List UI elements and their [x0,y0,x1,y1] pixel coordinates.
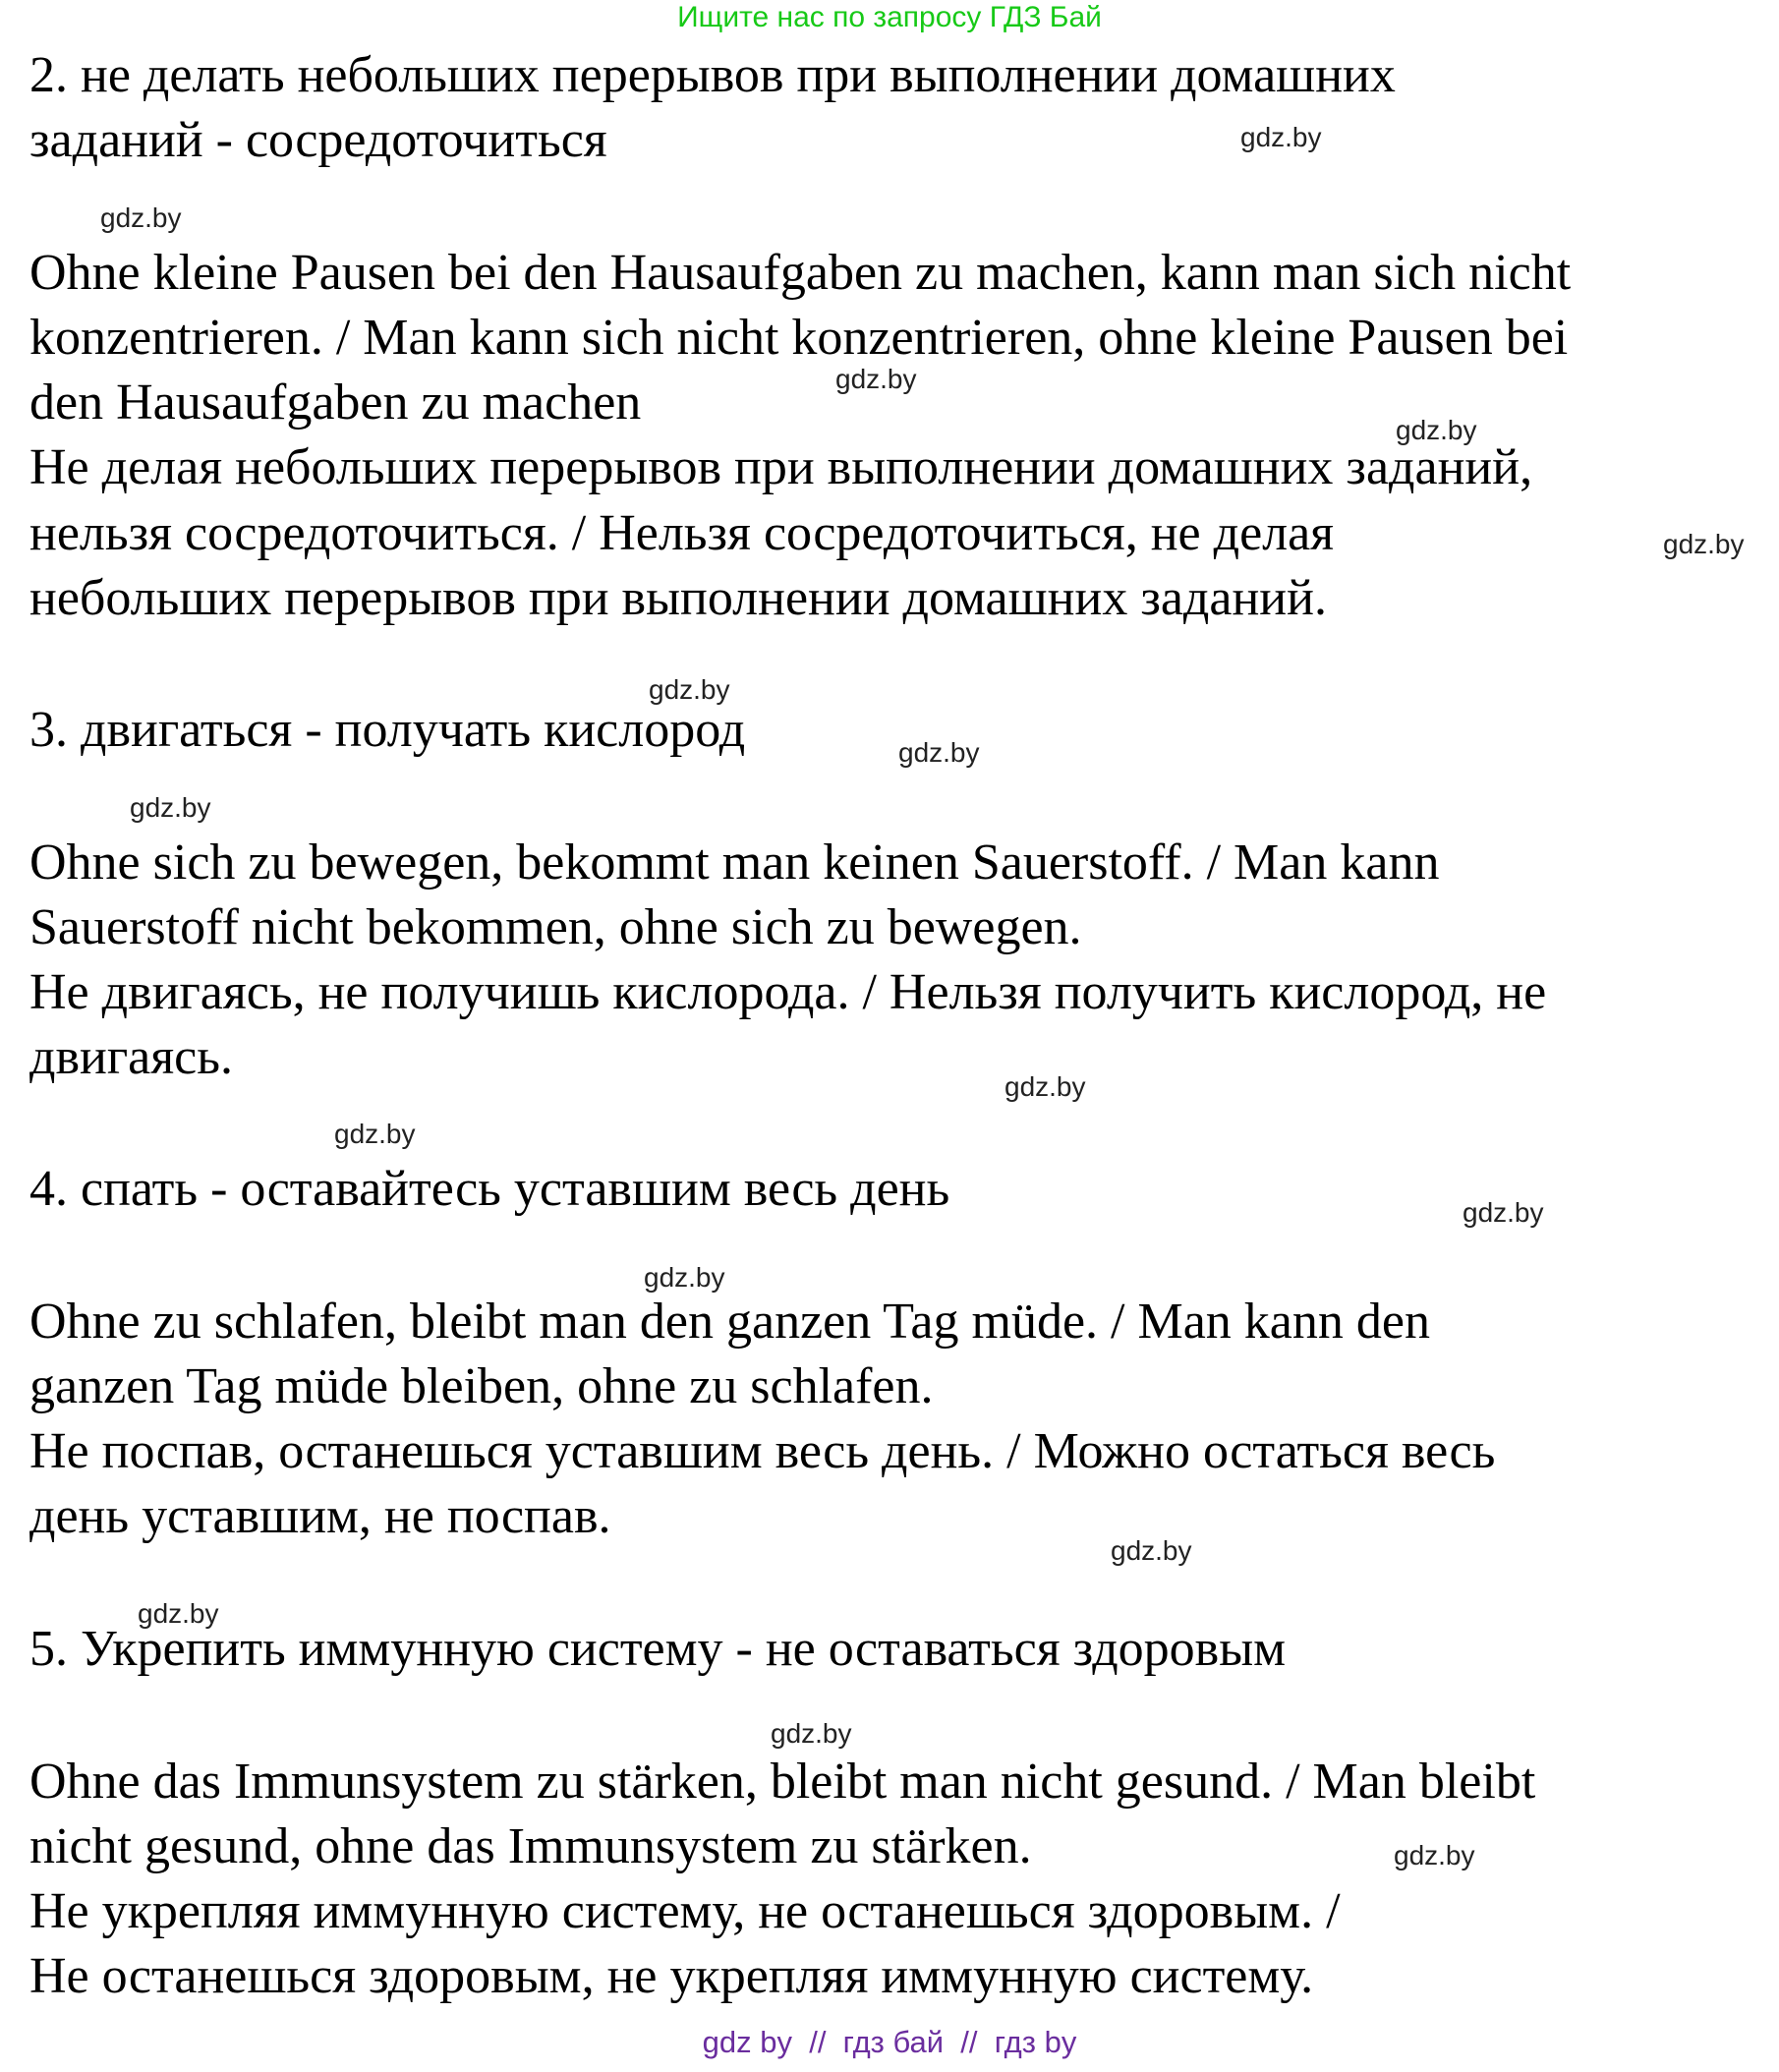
task-3-german-line: Sauerstoff nicht bekommen, ohne sich zu bewegen. [29,899,1082,955]
task-3-russian-line: двигаясь. [29,1029,233,1085]
watermark: gdz.by [130,792,211,823]
watermark: gdz.by [138,1598,219,1629]
task-4-german-line: Ohne zu schlafen, bleibt man den ganzen Tag müde. / Man kann den [29,1294,1430,1350]
task-2-russian-line: небольших перерывов при выполнении домашних заданий. [29,570,1327,626]
task-3-russian-line: Не двигаясь, не получишь кислорода. / Нельзя получить кислород, не [29,964,1547,1020]
task-3-title: 3. двигаться - получать кислород [29,702,746,758]
task-5-russian-line: Не останешься здоровым, не укрепляя иммунную систему. [29,1948,1314,2004]
task-4-title: 4. спать - оставайтесь уставшим весь день [29,1161,950,1217]
task-5-title: 5. Укрепить иммунную систему - не оставаться здоровым [29,1621,1287,1677]
task-5-german-line: Ohne das Immunsystem zu stärken, bleibt man nicht gesund. / Man bleibt [29,1754,1536,1810]
task-2-title: 2. не делать небольших перерывов при выполнении домашних [29,47,1396,103]
watermark: gdz.by [1396,415,1477,445]
task-5-russian-line: Не укрепляя иммунную систему, не останешься здоровым. / [29,1883,1341,1939]
watermark: gdz.by [771,1718,852,1749]
header-banner: Ищите нас по запросу ГДЗ Бай [677,1,1102,33]
task-2-german-line: den Hausaufgaben zu machen [29,374,642,431]
watermark: gdz.by [100,202,182,233]
watermark: gdz.by [1240,122,1322,152]
task-4-russian-line: Не поспав, останешься уставшим весь день. / Можно остаться весь [29,1423,1496,1479]
watermark: gdz.by [1663,529,1745,559]
footer-banner: gdz by // гдз бай // гдз by [702,2025,1077,2059]
task-2-title-cont: заданий - сосредоточиться [29,112,607,168]
task-5-german-line: nicht gesund, ohne das Immunsystem zu stärken. [29,1818,1032,1874]
task-2-russian-line: нельзя сосредоточиться. / Нельзя сосредоточиться, не делая [29,505,1335,561]
watermark: gdz.by [1111,1535,1192,1566]
task-2-german-line: Ohne kleine Pausen bei den Hausaufgaben zu machen, kann man sich nicht [29,245,1572,301]
watermark: gdz.by [898,737,980,768]
watermark: gdz.by [1004,1071,1086,1102]
task-4-russian-line: день уставшим, не поспав. [29,1488,611,1544]
watermark: gdz.by [1463,1197,1544,1228]
task-3-german-line: Ohne sich zu bewegen, bekommt man keinen Sauerstoff. / Man kann [29,835,1440,891]
task-4-german-line: ganzen Tag müde bleiben, ohne zu schlafen. [29,1358,934,1414]
watermark: gdz.by [835,364,917,394]
watermark: gdz.by [644,1262,725,1293]
watermark: gdz.by [649,674,730,705]
watermark: gdz.by [334,1119,416,1149]
task-2-german-line: konzentrieren. / Man kann sich nicht konzentrieren, ohne kleine Pausen bei [29,310,1569,366]
watermark: gdz.by [1394,1840,1475,1871]
task-2-russian-line: Не делая небольших перерывов при выполнении домашних заданий, [29,439,1533,495]
